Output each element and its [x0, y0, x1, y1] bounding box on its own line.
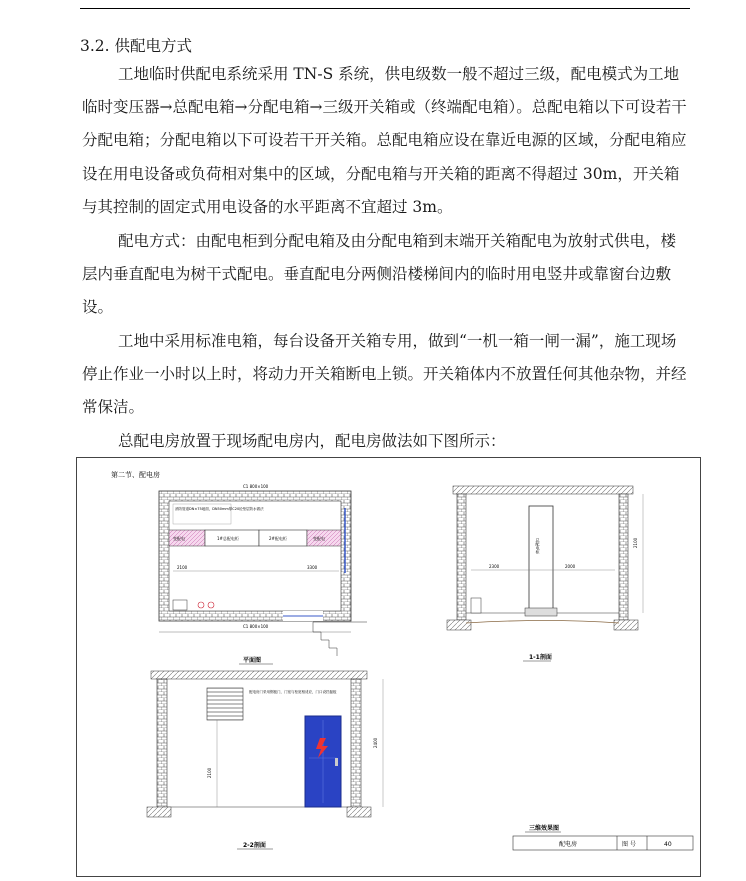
- section-2-caption: 2-2剖面: [243, 842, 266, 849]
- plan-label-3: 2#配电柜: [269, 536, 287, 541]
- plan-label-1: 变配电: [173, 536, 185, 541]
- distribution-room-drawing: [76, 457, 701, 877]
- section-2-dim-b: 2100: [207, 767, 212, 778]
- section-1-dim-c: 2100: [633, 537, 638, 548]
- section-2-dim-a: 2400: [373, 737, 378, 748]
- title-block-number: 40: [664, 841, 672, 848]
- section-2-2-view: [147, 671, 383, 849]
- section-2-note: 配电房门采用钢板门，门宽与柜宽相适应，门口设挡鼠板: [249, 690, 337, 694]
- figure-section-title: 第二节、配电房: [111, 471, 160, 479]
- paragraph-4-text: 总配电房放置于现场配电房内，配电房做法如下图所示：: [118, 432, 506, 450]
- paragraph-3: [82, 325, 688, 425]
- section-1-dim-a: 2300: [489, 564, 500, 569]
- title-block: [513, 836, 693, 850]
- paragraph-1: [82, 58, 688, 224]
- plan-label-4: 变配电: [313, 536, 325, 541]
- plan-dim-bottom: C1 800×100: [243, 624, 269, 629]
- section-1-cabinet-text: 总配电柜: [535, 538, 541, 554]
- paragraph-2: [82, 225, 688, 325]
- paragraph-2-text: 配电方式：由配电柜到分配电箱及由分配电箱到末端开关箱配电为放射式供电，楼层内垂直配电为树干式配电。垂直配电分两侧沿楼梯间内的临时用电竖井或靠窗台边敷设。: [82, 232, 677, 317]
- plan-dim-left: 2100: [177, 565, 188, 570]
- section-heading: 3.2. 供配电方式: [80, 37, 193, 55]
- paragraph-4: [82, 425, 688, 458]
- section-1-dim-b: 2000: [565, 564, 576, 569]
- section-1-caption: 1-1剖面: [529, 654, 552, 661]
- page-header-line: [80, 8, 690, 9]
- plan-dim-top: C1 800×100: [243, 484, 269, 489]
- plan-note: 消防管道DN×75地面，DN50mm厚C20砼垫层防水做法: [175, 507, 264, 511]
- view-3d-caption: 三维效果图: [529, 825, 560, 832]
- paragraph-3-text: 工地中采用标准电箱，每台设备开关箱专用，做到“一机一箱一闸一漏”，施工现场停止作业一小时以上时，将动力开关箱断电上锁。开关箱体内不放置任何其他杂物，并经常保洁。: [82, 332, 687, 417]
- plan-view: [159, 484, 367, 664]
- section-1-1-view: [447, 486, 643, 661]
- plan-dim-right: 3300: [307, 565, 318, 570]
- title-block-name: 配电房: [559, 841, 578, 848]
- title-block-label: 图 号: [622, 841, 636, 848]
- plan-label-2: 1#总配电柜: [217, 536, 239, 541]
- plan-caption: 平面图: [243, 657, 262, 664]
- paragraph-1-text: 工地临时供配电系统采用 TN-S 系统，供电级数一般不超过三级，配电模式为工地临时变压器→总配电箱→分配电箱→三级开关箱或（终端配电箱）。总配电箱以下可设若干分配电箱；分配电箱以下可设若干开关箱。总配电箱应设在靠近电源的区域，分配电箱应设在用电设备或负荷相对集中的区域，分配电箱与开关箱的距离不得超过 30m，开关箱与其控制的固定式用电设备的水平距离不宜超过 3m。: [82, 65, 687, 216]
